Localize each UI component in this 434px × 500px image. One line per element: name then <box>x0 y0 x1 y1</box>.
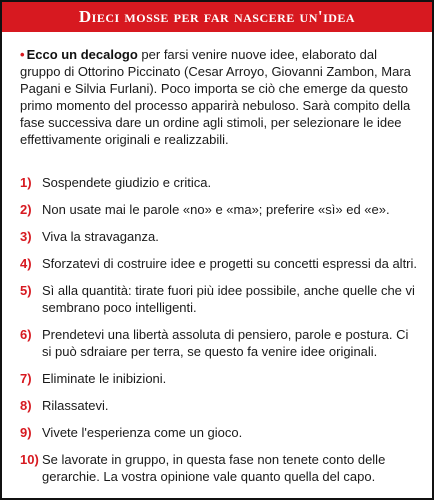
rules-list <box>20 174 420 495</box>
item-number: 5) <box>20 283 32 298</box>
item-number: 9) <box>20 425 32 440</box>
item-number: 7) <box>20 371 32 386</box>
intro-lead: Ecco un decalogo <box>26 47 138 62</box>
intro-text: per farsi venire nuove idee, elaborato dal gruppo di Ottorino Piccinato (Cesar Arroyo, Giovanni Zambon, Mara Pagani e Silvia Furlani). Poco importa se ciò che emerge da questo primo momento del processo apparirà nebuloso. Sarà compito della fase successiva dare un ordine agli stimoli, per selezionare le idee effettivamente originali e realizzabili. <box>20 47 411 147</box>
item-text: Sì alla quantità: tirate fuori più idee possibile, anche quelle che vi sembrano poco intelligenti. <box>42 283 415 315</box>
list-item <box>20 451 420 485</box>
list-item <box>20 326 420 360</box>
item-text: Sospendete giudizio e critica. <box>42 175 212 190</box>
item-text: Sforzatevi di costruire idee e progetti su concetti espressi da altri. <box>42 256 418 271</box>
item-number: 10) <box>20 452 39 467</box>
list-item <box>20 201 420 218</box>
list-item <box>20 370 420 387</box>
item-text: Non usate mai le parole «no» e «ma»; preferire «sì» ed «e». <box>42 202 390 217</box>
list-item <box>20 397 420 414</box>
item-text: Prendetevi una libertà assoluta di pensiero, parole e postura. Ci si può sdraiare per terra, se questo fa venire idee originali. <box>42 327 409 359</box>
item-text: Eliminate le inibizioni. <box>42 371 167 386</box>
item-text: Se lavorate in gruppo, in questa fase non tenete conto delle gerarchie. La vostra opinione vale quanto quella del capo. <box>42 452 386 484</box>
item-text: Vivete l'esperienza come un gioco. <box>42 425 243 440</box>
box-title: Dieci mosse per far nascere un'idea <box>2 2 432 32</box>
item-number: 4) <box>20 256 32 271</box>
list-item <box>20 228 420 245</box>
list-item <box>20 174 420 191</box>
intro-paragraph <box>20 46 420 148</box>
item-number: 8) <box>20 398 32 413</box>
item-text: Viva la stravaganza. <box>42 229 159 244</box>
item-text: Rilassatevi. <box>42 398 109 413</box>
list-item <box>20 424 420 441</box>
item-number: 1) <box>20 175 32 190</box>
item-number: 3) <box>20 229 32 244</box>
list-item <box>20 255 420 272</box>
list-item <box>20 282 420 316</box>
item-number: 2) <box>20 202 32 217</box>
bullet-marker: • <box>20 47 25 62</box>
item-number: 6) <box>20 327 32 342</box>
